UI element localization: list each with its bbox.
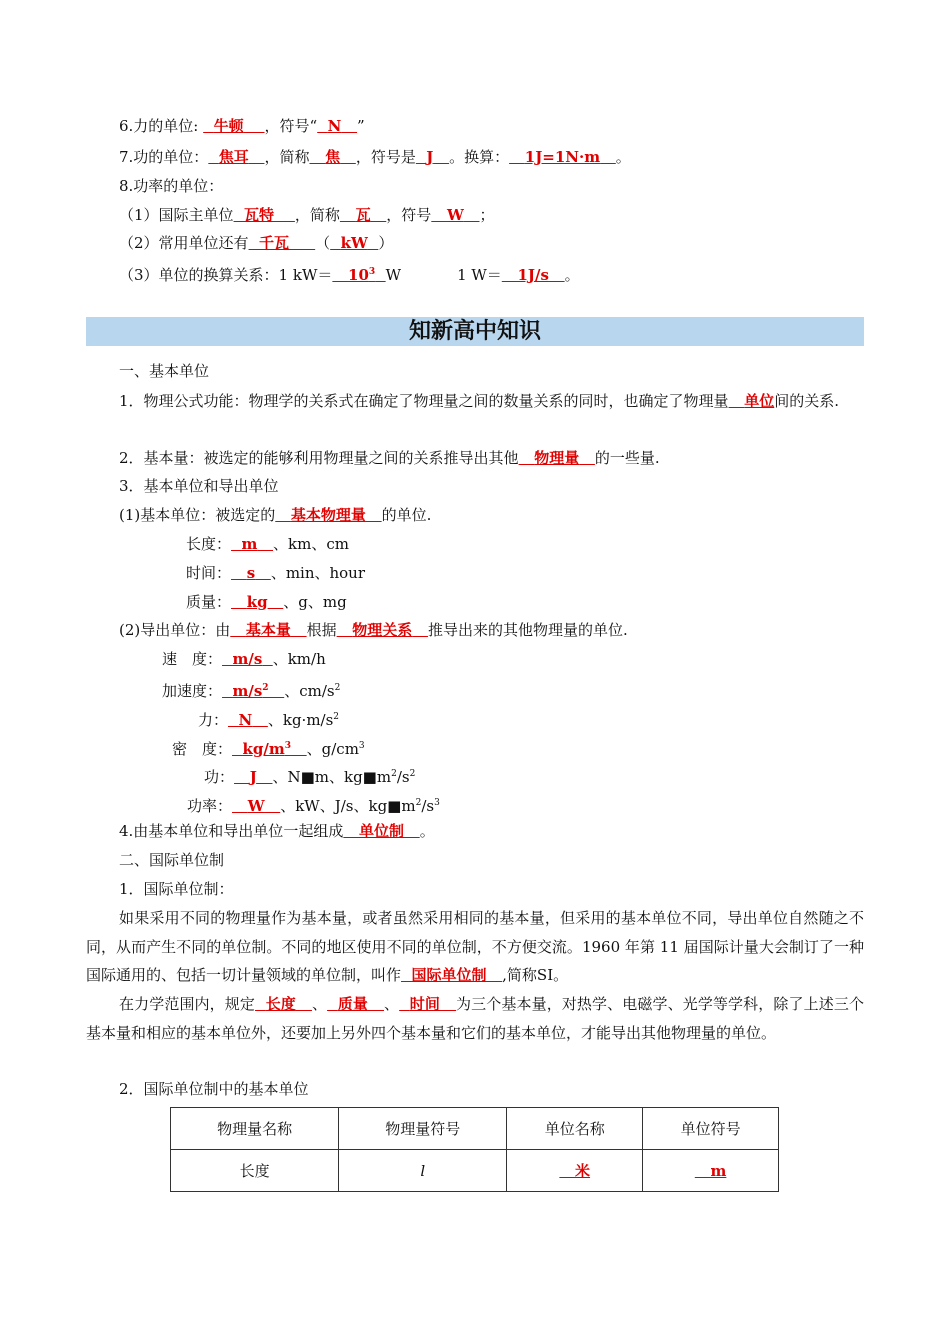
answer-mass: 质量	[337, 995, 368, 1013]
line-power-unit: 8.功率的单位：	[119, 177, 224, 195]
answer-j: J	[249, 768, 257, 786]
derived-power: 功率： W 、kW、J/s、$kg■m^2/s^3$	[187, 797, 440, 815]
answer-time: 时间	[409, 995, 441, 1013]
derived-work: 功： J 、N■m、$kg■m^2/s^2$	[204, 768, 416, 786]
paragraph-formula-function: 1．物理公式功能：物理学的关系式在确定了物理量之间的数量关系的同时，也确定了物理量 单位间的关系.	[119, 392, 840, 410]
table-cell	[507, 1150, 643, 1192]
table-row	[171, 1150, 779, 1192]
line-derived-unit-def: (2)导出单位：由 基本量 根据 物理关系 推导出来的其他物理量的单位.	[119, 621, 628, 639]
answer-j-per-s: 1J/s	[517, 266, 549, 284]
answer-joule: 焦耳	[218, 148, 249, 166]
answer-watt: 瓦特	[244, 206, 275, 224]
answer-n-symbol: N	[327, 117, 342, 135]
answer-jiao: 焦	[325, 148, 341, 166]
answer-w-symbol: W	[446, 206, 464, 224]
table-cell: l	[339, 1150, 507, 1192]
line-base-derived: 3．基本单位和导出单位	[119, 477, 279, 495]
table-cell: 长度	[171, 1150, 339, 1192]
si-base-unit-table	[170, 1107, 779, 1192]
heading-base-units: 一、基本单位	[119, 362, 210, 380]
answer-kg-per-m3: $kg/m^3$	[242, 740, 291, 758]
answer-wa: 瓦	[355, 206, 371, 224]
line-power-conversion: （3）单位的换算关系：1 kW＝ $10^3$ W 1 W＝ 1J/s 。	[119, 266, 580, 284]
line-power-common: （2）常用单位还有 千瓦 （ kW ）	[119, 234, 394, 252]
paragraph-si-history: 如果采用不同的物理量作为基本量，或者虽然采用相同的基本量，但采用的基本单位不同，导出单位自然随之不同，从而产生不同的单位制。不同的地区使用不同的单位制，不方便交流。1960 年第 11 届国际计量大会制订了一种国际通用的、包括一切计量领域的单位制，叫作 国际单位制 ,简称SI。	[86, 909, 864, 985]
answer-length: 长度	[265, 995, 296, 1013]
derived-force: 力： N 、$kg\cdot m/s^2$	[198, 711, 340, 729]
heading-si: 二、国际单位制	[119, 851, 225, 869]
answer-physical-relation: 物理关系	[352, 621, 413, 639]
line-work-unit: 7.功的单位： 焦耳 ，简称 焦 ，符号是 J 。换算： 1J=1N·m 。	[119, 148, 631, 166]
derived-acceleration: 加速度： $m/s^2$ 、$cm/s^2$	[162, 682, 341, 700]
answer-m-per-s: m/s	[232, 650, 263, 668]
line-force-unit: 6.力的单位: 牛顿 ，符号“ N ”	[119, 117, 365, 135]
answer-joule-conversion: 1J=1N·m	[524, 148, 601, 166]
table-header: 物理量名称	[171, 1108, 339, 1150]
answer-base-quantity: 基本量	[245, 621, 291, 639]
answer-kg: kg	[246, 593, 268, 611]
answer-kilowatt: 千瓦	[259, 234, 290, 252]
answer-s: s	[246, 564, 256, 582]
answer-kw-symbol: kW	[340, 234, 368, 252]
line-power-si: （1）国际主单位 瓦特 ，简称 瓦 ，符号 W ；	[119, 206, 495, 224]
answer-m-symbol: m	[710, 1161, 727, 1180]
answer-mi: 米	[575, 1162, 591, 1180]
answer-n: N	[238, 711, 253, 729]
answer-newton: 牛顿	[213, 117, 244, 135]
answer-physical-quantity: 物理量	[534, 449, 580, 467]
answer-w: W	[247, 797, 265, 815]
answer-si: 国际单位制	[411, 966, 487, 985]
answer-m-per-s2: $m/s^2$	[232, 682, 269, 700]
answer-unit: 单位	[744, 392, 775, 410]
answer-base-physical-quantity: 基本物理量	[290, 506, 366, 524]
answer-ten-cubed: $10^3$	[348, 266, 376, 284]
table-header: 物理量符号	[339, 1108, 507, 1150]
line-si-title: 1．国际单位制：	[119, 880, 234, 898]
paragraph-mechanics-base: 在力学范围内，规定 长度 、 质量 、 时间 为三个基本量，对热学、电磁学、光学等学科，除了上述三个基本量和相应的基本单位外，还要加上另外四个基本量和它们的基本单位，才能导出其他物理量的单位。	[86, 995, 864, 1042]
table-header: 单位名称	[507, 1108, 643, 1150]
answer-j-symbol: J	[426, 148, 434, 166]
table-header: 单位符号	[643, 1108, 779, 1150]
table-header-row	[171, 1108, 779, 1150]
line-base-quantity: 2．基本量：被选定的能够利用物理量之间的关系推导出其他 物理量 的一些量.	[119, 449, 660, 467]
line-unit-system: 4.由基本单位和导出单位一起组成 单位制 。	[119, 822, 435, 840]
line-si-base-units: 2．国际单位制中的基本单位	[119, 1080, 309, 1098]
answer-m: m	[241, 535, 258, 553]
derived-speed: 速 度： m/s 、km/h	[162, 650, 326, 668]
derived-density: 密 度： $kg/m^3$ 、$g/cm^3$	[172, 740, 365, 758]
base-unit-mass: 质量： kg 、g、mg	[186, 593, 347, 611]
base-unit-time: 时间： s 、min、hour	[186, 564, 366, 582]
line-base-unit-def: (1)基本单位：被选定的 基本物理量 的单位.	[119, 506, 432, 524]
table-cell	[643, 1150, 779, 1192]
answer-unit-system: 单位制	[359, 822, 405, 840]
section-banner: 知新高中知识	[86, 317, 864, 346]
base-unit-length: 长度： m 、km、cm	[186, 535, 349, 553]
